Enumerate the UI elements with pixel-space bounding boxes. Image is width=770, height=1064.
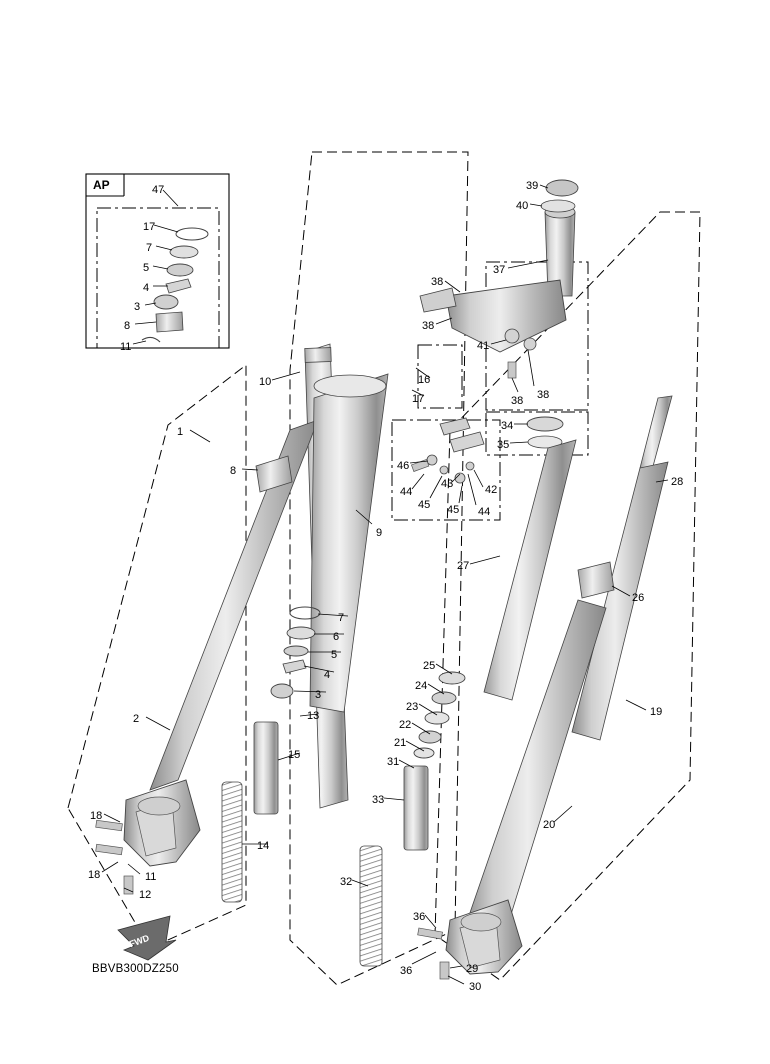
callout-29: 29 — [466, 963, 479, 975]
tube-28 — [572, 462, 668, 740]
tube-28-top — [640, 396, 672, 470]
callout-13: 13 — [307, 710, 320, 722]
callout-43: 43 — [441, 478, 454, 490]
callout-35: 35 — [497, 439, 510, 451]
callout-45: 45 — [418, 499, 431, 511]
part-40 — [541, 200, 575, 212]
callout-21: 21 — [394, 737, 407, 749]
callout-40: 40 — [516, 200, 529, 212]
callout-42: 42 — [485, 484, 498, 496]
callout-36: 36 — [400, 965, 413, 977]
callout-17: 17 — [143, 221, 156, 233]
callout-22: 22 — [399, 719, 412, 731]
callout-4: 4 — [324, 669, 331, 681]
callout-1: 1 — [177, 426, 184, 438]
callout-38: 38 — [537, 389, 550, 401]
spring-14 — [222, 782, 242, 902]
callout-18: 18 — [90, 810, 103, 822]
callout-46: 46 — [397, 460, 410, 472]
callout-23: 23 — [406, 701, 419, 713]
washers-34-35 — [527, 417, 563, 448]
ap-inset-label: AP — [93, 178, 110, 192]
callout-25: 25 — [423, 660, 436, 672]
callout-15: 15 — [288, 749, 301, 761]
callout-39: 39 — [526, 180, 539, 192]
callout-11: 11 — [145, 871, 157, 883]
callout-2: 2 — [133, 713, 140, 725]
callout-20: 20 — [543, 819, 556, 831]
callout-5: 5 — [143, 262, 150, 274]
small-parts-center-column — [222, 607, 320, 902]
callout-38: 38 — [431, 276, 444, 288]
callout-14: 14 — [257, 840, 270, 852]
callout-34: 34 — [501, 420, 514, 432]
callout-38: 38 — [422, 320, 435, 332]
callout-19: 19 — [650, 706, 663, 718]
callout-37: 37 — [493, 264, 506, 276]
callout-44: 44 — [400, 486, 413, 498]
outer-tube-20 — [464, 600, 606, 950]
callout-6: 6 — [333, 631, 340, 643]
callout-9: 9 — [376, 527, 383, 539]
callout-11: 11 — [120, 341, 132, 353]
callout-16: 16 — [418, 374, 431, 386]
callout-32: 32 — [340, 876, 353, 888]
callout-47: 47 — [152, 184, 165, 196]
callout-41: 41 — [477, 340, 490, 352]
callout-4: 4 — [143, 282, 150, 294]
part-code: BBVB300DZ250 — [92, 963, 179, 975]
fork-assembly-right — [418, 396, 672, 979]
callout-17: 17 — [412, 393, 425, 405]
part-15-collar — [254, 722, 278, 814]
callout-3: 3 — [134, 301, 141, 313]
callout-28: 28 — [671, 476, 684, 488]
upper-bracket-37 — [420, 180, 578, 378]
small-hardware-cluster — [411, 418, 484, 483]
callout-5: 5 — [331, 649, 338, 661]
callout-18: 18 — [88, 869, 101, 881]
callout-3: 3 — [315, 689, 322, 701]
callout-7: 7 — [338, 612, 345, 624]
callout-36: 36 — [413, 911, 426, 923]
callout-30: 30 — [469, 981, 482, 993]
callout-10: 10 — [259, 376, 272, 388]
callout-33: 33 — [372, 794, 385, 806]
outer-tube-2 — [124, 420, 318, 866]
callout-45: 45 — [447, 504, 460, 516]
callout-44: 44 — [478, 506, 491, 518]
bracket-body — [446, 280, 566, 352]
callout-8: 8 — [230, 465, 237, 477]
spring-32 — [360, 846, 382, 966]
callout-8: 8 — [124, 320, 131, 332]
part-39 — [546, 180, 578, 196]
callout-38: 38 — [511, 395, 524, 407]
callout-7: 7 — [146, 242, 153, 254]
part-33-collar — [404, 766, 428, 850]
callout-24: 24 — [415, 680, 428, 692]
fwd-label: FWD — [127, 932, 151, 950]
callout-12: 12 — [139, 889, 152, 901]
callout-26: 26 — [632, 592, 645, 604]
callout-27: 27 — [457, 560, 470, 572]
callout-31: 31 — [387, 756, 400, 768]
